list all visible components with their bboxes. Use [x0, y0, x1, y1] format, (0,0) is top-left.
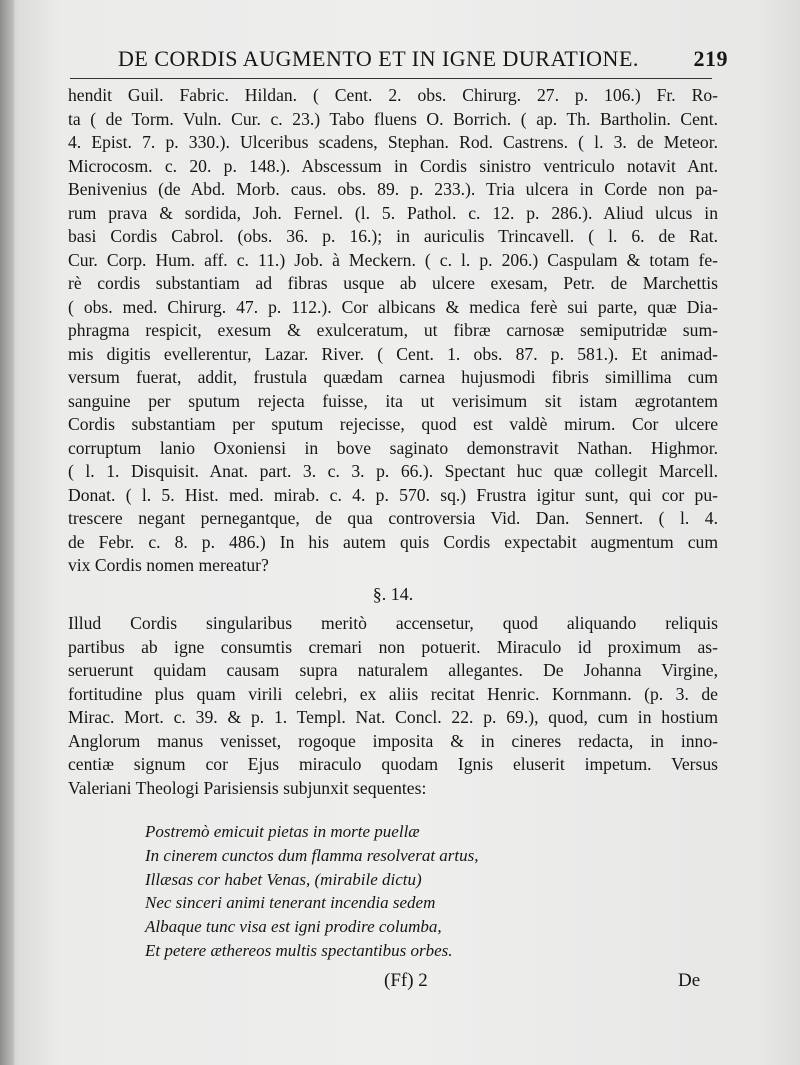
text-line: Postremò emicuit pietas in morte puellæ: [145, 822, 420, 841]
text-line: mis digitis evellerentur, Lazar. River. ( Cent. 1. obs. 87. p. 581.). Et animad-: [68, 343, 718, 364]
text-line: 4. Epist. 7. p. 330.). Ulceribus scadens, Stephan. Rod. Castrens. ( l. 3. de Meteor.: [68, 132, 718, 152]
page-number: 219: [693, 46, 728, 71]
text-line: Benivenius (de Abd. Morb. caus. obs. 89. p. 233.). Tria ulcera in Corde non pa-: [68, 179, 718, 199]
verse-block: [145, 820, 525, 963]
main-text: [68, 84, 718, 578]
paragraph-2: [68, 612, 718, 800]
text-line: sanguine per sputum rejecta fuisse, ita ut verisimum sit istam ægrotantem: [68, 390, 718, 411]
text-line: In cinerem cunctos dum flamma resolverat artus,: [145, 845, 479, 865]
text-line: ta ( de Torm. Vuln. Cur. c. 23.) Tabo fluens O. Borrich. ( ap. Th. Bartholin. Cent.: [68, 108, 718, 129]
text-line: Cordis substantiam per sputum rejecisse, quod est valdè mirum. Cor ulcere: [68, 414, 718, 434]
text-line: versum fuerat, addit, frustula quædam carnea hujusmodi fibris simillima cum: [68, 367, 718, 387]
running-header: [118, 44, 728, 78]
text-line: Anglorum manus venisset, rogoque imposita & in cineres redacta, in inno-: [68, 730, 718, 751]
verse-lines: [145, 820, 525, 963]
paragraph-1: [68, 84, 718, 578]
text-line: Mirac. Mort. c. 39. & p. 1. Templ. Nat. Concl. 22. p. 69.), quod, cum in hostium: [68, 707, 718, 727]
text-line: Illæsas cor habet Venas, (mirabile dictu): [145, 869, 422, 889]
text-line: seruerunt quidam causam supra naturalem allegantes. De Johanna Virgine,: [68, 660, 718, 680]
text-line: Microcosm. c. 20. p. 148.). Abscessum in Cordis sinistro ventriculo notavit Ant.: [68, 155, 718, 176]
text-line: centiæ signum cor Ejus miraculo quodam Ignis eluserit impetum. Versus: [68, 754, 718, 774]
text-line: corruptum lanio Oxoniensi in bove saginato demonstravit Nathan. Highmor.: [68, 437, 718, 458]
text-line: hendit Guil. Fabric. Hildan. ( Cent. 2. obs. Chirurg. 27. p. 106.) Fr. Ro-: [68, 85, 718, 105]
section-heading: §. 14.: [372, 584, 414, 604]
text-line: Cur. Corp. Hum. aff. c. 11.) Job. à Meckern. ( c. l. p. 206.) Caspulam & totam fe-: [68, 249, 718, 270]
header-rule: [70, 78, 712, 79]
signature-mark: (Ff) 2: [384, 970, 428, 991]
text-line: Valeriani Theologi Parisiensis subjunxit sequentes:: [68, 777, 427, 798]
text-line: ( obs. med. Chirurg. 47. p. 112.). Cor albicans & medica ferè sui parte, quæ Dia-: [68, 296, 718, 317]
page-gutter-shadow: [0, 0, 14, 1065]
text-line: Et petere æthereos multis spectantibus orbes.: [145, 940, 453, 960]
text-line: basi Cordis Cabrol. (obs. 36. p. 16.); in auriculis Trincavell. ( l. 6. de Rat.: [68, 226, 718, 246]
text-line: rum prava & sordida, Joh. Fernel. (l. 5. Pathol. c. 12. p. 286.). Aliud ulcus in: [68, 202, 718, 223]
text-line: vix Cordis nomen mereatur?: [68, 555, 269, 575]
text-line: de Febr. c. 8. p. 486.) In his autem quis Cordis expectabit augmentum cum: [68, 531, 718, 552]
text-line: ( l. 1. Disquisit. Anat. part. 3. c. 3. p. 66.). Spectant huc quæ collegit Marcell.: [68, 461, 718, 481]
text-line: Nec sinceri animi tenerant incendia sedem: [145, 893, 436, 913]
text-line: trescere negant pernegantque, de qua controversia Vid. Dan. Sennert. ( l. 4.: [68, 508, 718, 528]
text-line: Illud Cordis singularibus meritò accensetur, quod aliquando reliquis: [68, 613, 718, 633]
catchword: De: [678, 970, 701, 991]
text-line: fortitudine plus quam virili celebri, ex aliis recitat Henric. Kornmann. (p. 3. de: [68, 683, 718, 704]
text-line: Donat. ( l. 5. Hist. med. mirab. c. 4. p. 570. sq.) Frustra igitur sunt, qui cor pu-: [68, 484, 718, 505]
running-title: DE CORDIS AUGMENTO ET IN IGNE DURATIONE.: [118, 46, 639, 71]
text-line: rè cordis substantiam ad fibras usque ab ulcere exesam, Petr. de Marchettis: [68, 273, 718, 293]
main-text-2: [68, 612, 718, 800]
text-line: phragma respicit, exesum & exulceratum, ut fibræ carnosæ semiputridæ sum-: [68, 320, 718, 340]
text-line: Albaque tunc visa est igni prodire columba,: [145, 917, 442, 937]
text-line: partibus ab igne consumtis cremari non potuerit. Miraculo id proximum as-: [68, 636, 718, 657]
